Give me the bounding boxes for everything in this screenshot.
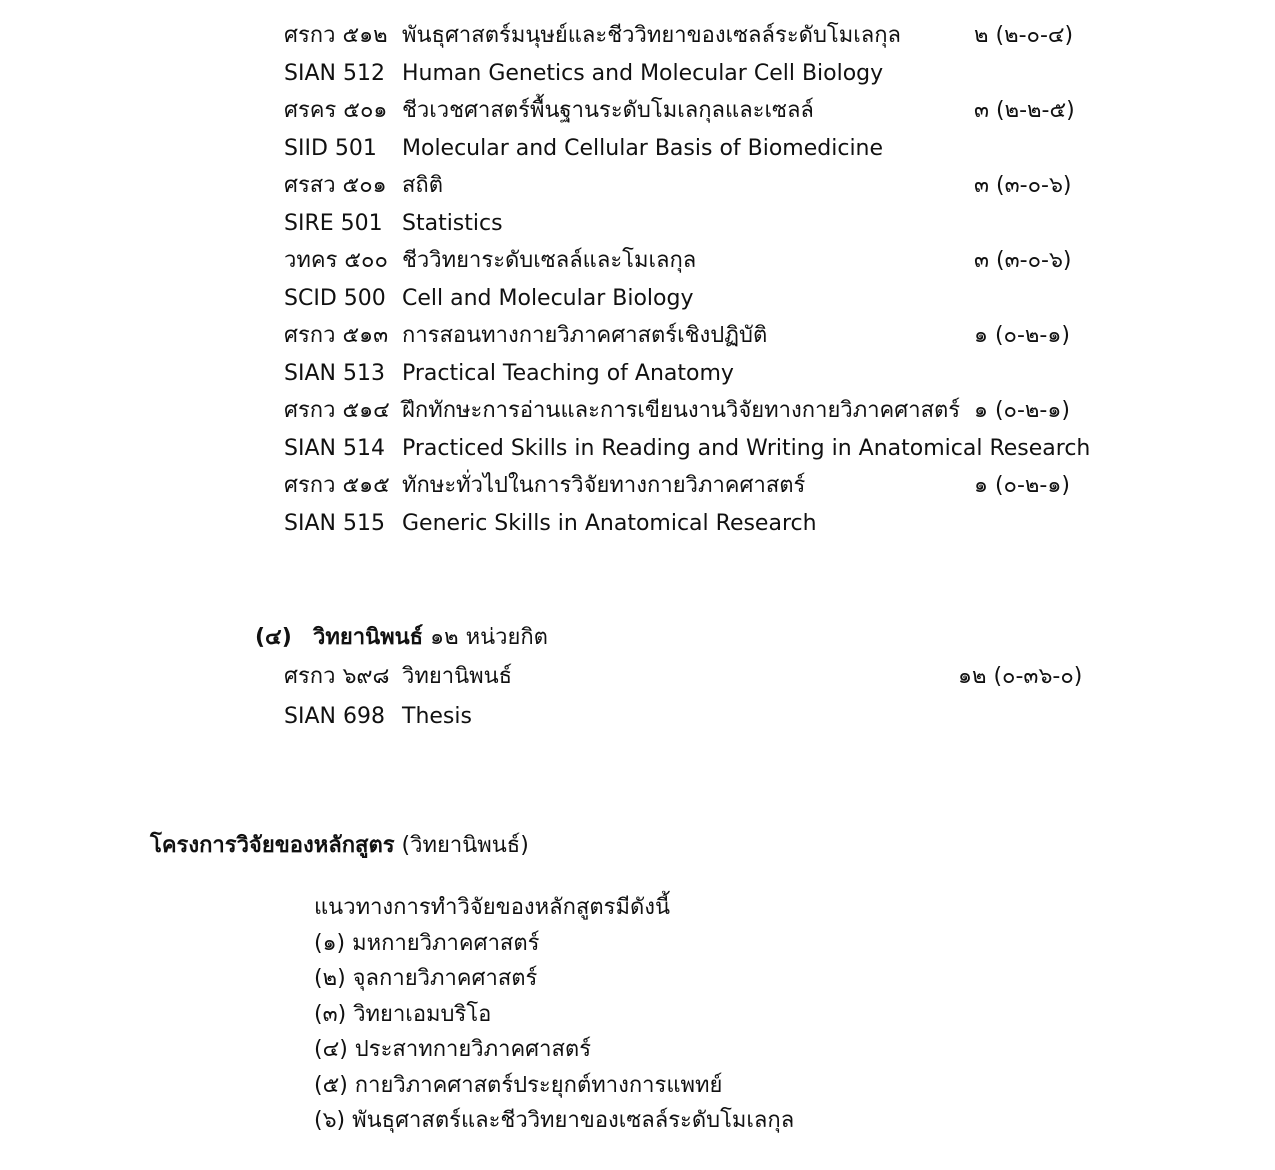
course-title: ฝึกทักษะการอ่านและการเขียนงานวิจัยทางกายวิภาคศาสตร์	[402, 398, 961, 423]
course-title: วิทยานิพนธ์	[402, 664, 513, 689]
course-row	[284, 318, 1104, 354]
course-row	[284, 18, 1104, 54]
course-title: Cell and Molecular Biology	[402, 286, 694, 311]
course-code: SIAN 515	[284, 511, 385, 536]
course-code: ศรคร ๕๐๑	[284, 98, 388, 123]
course-title: Thesis	[402, 704, 472, 729]
research-heading-rest: (วิทยานิพนธ์)	[401, 833, 529, 858]
course-title: Statistics	[402, 211, 503, 236]
course-title: ทักษะทั่วไปในการวิจัยทางกายวิภาคศาสตร์	[402, 473, 806, 498]
course-code: ศรกว ๕๑๔	[284, 398, 390, 423]
course-code: SIRE 501	[284, 211, 383, 236]
course-row	[284, 56, 1104, 92]
course-code: SCID 500	[284, 286, 386, 311]
course-credits: ๓ (๓-๐-๖)	[974, 173, 1072, 198]
course-row	[284, 356, 1104, 392]
course-code: SIAN 698	[284, 704, 385, 729]
course-row	[284, 168, 1104, 204]
course-code: วทคร ๕๐๐	[284, 248, 388, 273]
course-code: SIID 501	[284, 136, 377, 161]
course-credits: ๓ (๒-๒-๕)	[974, 98, 1075, 123]
course-code: ศรกว ๖๙๘	[284, 664, 390, 689]
course-credits: ๑ (๐-๒-๑)	[974, 473, 1070, 498]
section-credit-text: ๑๒ หน่วยกิต	[430, 625, 548, 650]
course-title: สถิติ	[402, 173, 444, 198]
course-row	[284, 93, 1104, 129]
list-item: (๑) มหกายวิภาคศาสตร์	[314, 930, 540, 956]
course-row	[284, 131, 1104, 167]
course-title: Generic Skills in Anatomical Research	[402, 511, 817, 536]
course-row	[284, 506, 1104, 542]
list-item: (๔) ประสาทกายวิภาคศาสตร์	[314, 1037, 592, 1062]
course-title: ชีววิทยาระดับเซลล์และโมเลกุล	[402, 248, 697, 273]
course-credits: ๓ (๓-๐-๖)	[974, 248, 1072, 273]
list-item: (๕) กายวิภาคศาสตร์ประยุกต์ทางการแพทย์	[314, 1072, 723, 1098]
course-code: SIAN 512	[284, 61, 385, 86]
course-credits: ๑ (๐-๒-๑)	[974, 323, 1070, 348]
course-code: SIAN 514	[284, 436, 385, 461]
thesis-section-heading	[255, 620, 548, 656]
course-credits: ๒ (๒-๐-๔)	[974, 23, 1074, 48]
course-title: ชีวเวชศาสตร์พื้นฐานระดับโมเลกุลและเซลล์	[402, 98, 814, 123]
course-code: ศรกว ๕๑๓	[284, 323, 389, 348]
course-row	[284, 659, 1104, 695]
course-title: พันธุศาสตร์มนุษย์และชีววิทยาของเซลล์ระดับโมเลกุล	[402, 23, 902, 48]
research-intro: แนวทางการทำวิจัยของหลักสูตรมีดังนี้	[314, 895, 671, 920]
course-row	[284, 699, 1104, 735]
course-code: SIAN 513	[284, 361, 385, 386]
course-title: Practiced Skills in Reading and Writing in Anatomical Research	[402, 436, 1091, 461]
course-title: การสอนทางกายวิภาคศาสตร์เชิงปฏิบัติ	[402, 323, 768, 348]
course-code: ศรกว ๕๑๒	[284, 23, 388, 48]
section-number: (๔)	[255, 625, 292, 650]
section-title: วิทยานิพนธ์	[313, 625, 424, 650]
research-heading-bold: โครงการวิจัยของหลักสูตร	[150, 833, 395, 858]
course-code: ศรสว ๕๐๑	[284, 173, 387, 198]
research-heading	[150, 828, 529, 864]
course-code: ศรกว ๕๑๕	[284, 473, 390, 498]
list-item: (๒) จุลกายวิภาคศาสตร์	[314, 966, 538, 991]
course-row	[284, 431, 1104, 467]
course-row	[284, 243, 1104, 279]
course-row	[284, 393, 1104, 429]
course-row	[284, 468, 1104, 504]
course-title: Molecular and Cellular Basis of Biomedicine	[402, 136, 884, 161]
course-row	[284, 281, 1104, 317]
course-row	[284, 206, 1104, 242]
course-credits: ๑ (๐-๒-๑)	[974, 398, 1070, 423]
course-credits: ๑๒ (๐-๓๖-๐)	[958, 664, 1083, 689]
research-list	[314, 890, 1014, 1139]
course-title: Practical Teaching of Anatomy	[402, 361, 734, 386]
list-item: (๖) พันธุศาสตร์และชีววิทยาของเซลล์ระดับโมเลกุล	[314, 1108, 795, 1133]
course-title: Human Genetics and Molecular Cell Biology	[402, 61, 884, 86]
list-item: (๓) วิทยาเอมบริโอ	[314, 1001, 492, 1027]
